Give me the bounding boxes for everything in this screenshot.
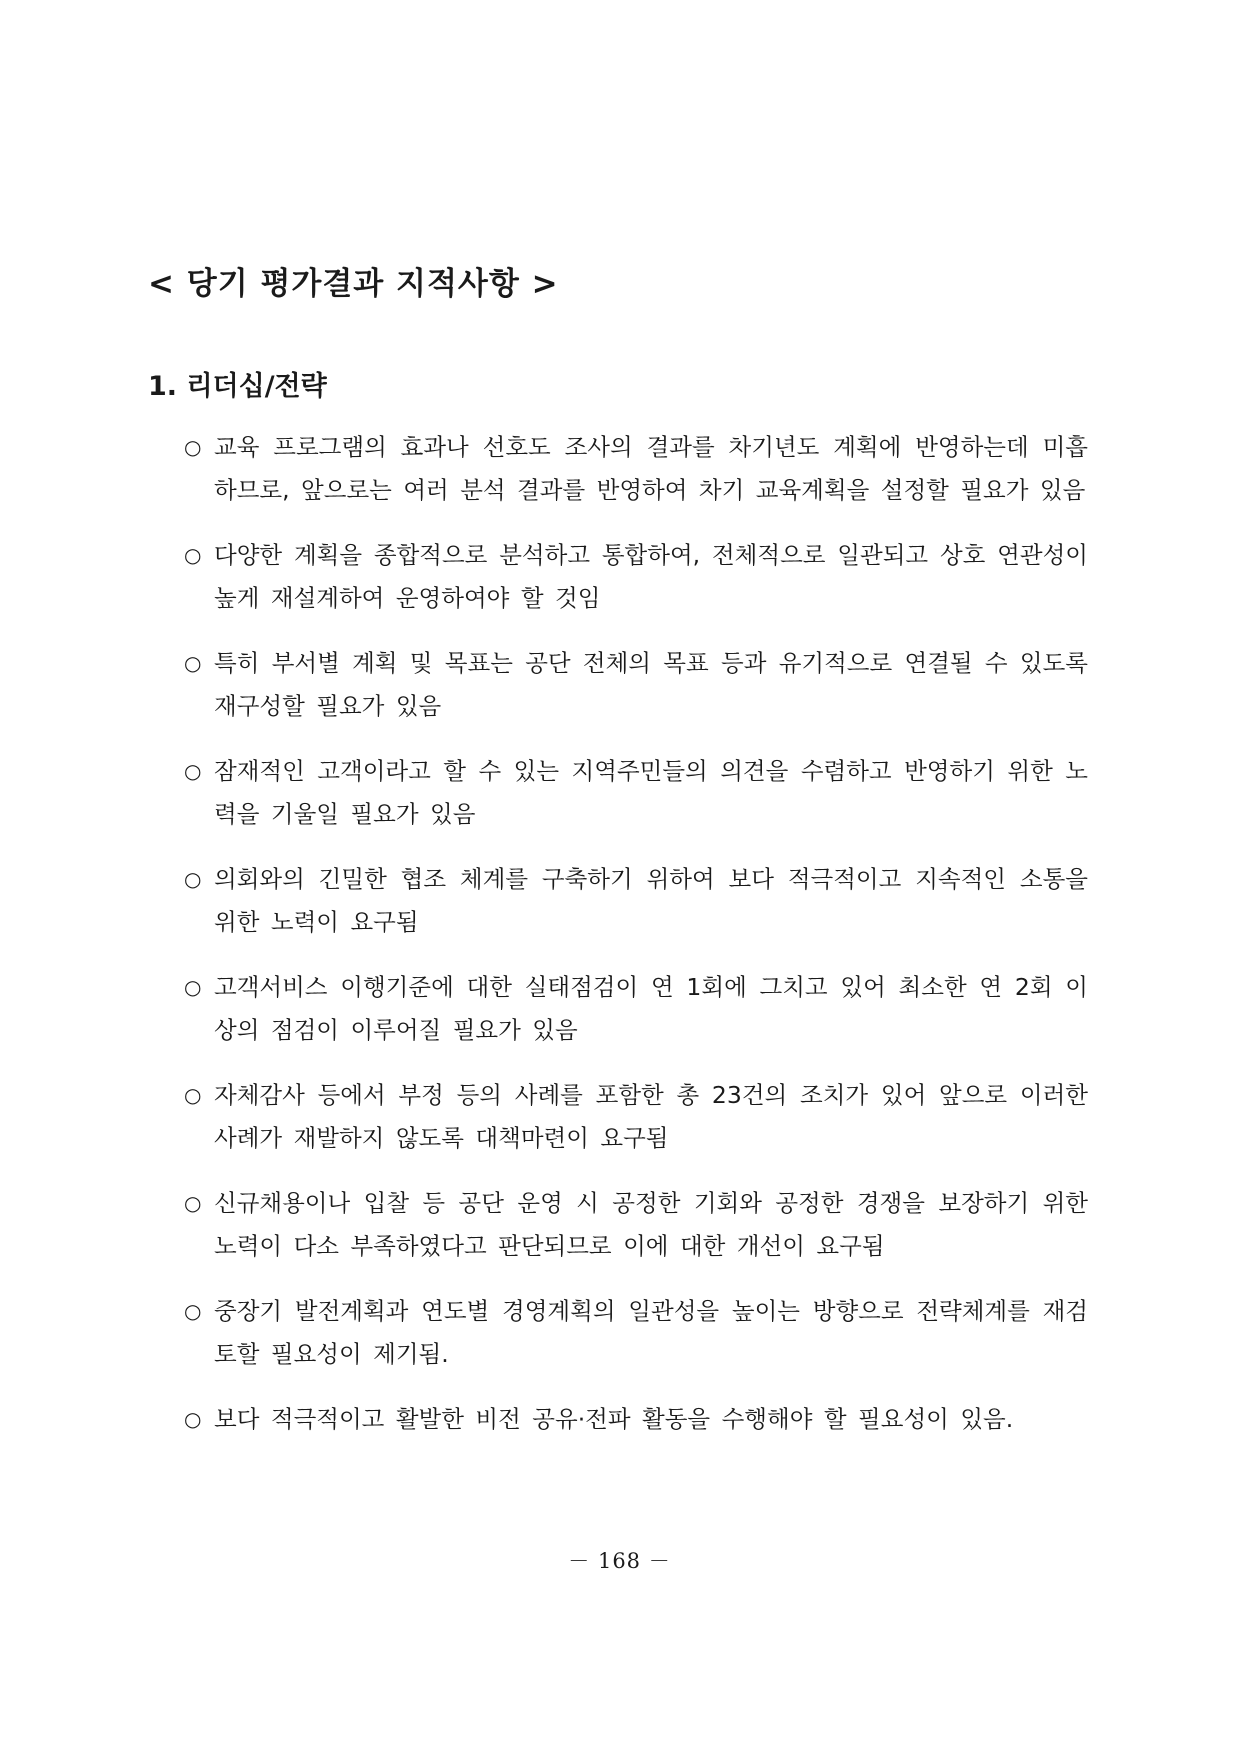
list-item-text: 고객서비스 이행기준에 대한 실태점검이 연 1회에 그치고 있어 최소한 연 2회 이상의 점검이 이루어질 필요가 있음	[214, 973, 1088, 1044]
list-item	[184, 1290, 1088, 1376]
list-item-text: 보다 적극적이고 활발한 비전 공유·전파 활동을 수행해야 할 필요성이 있음.	[214, 1405, 1014, 1433]
list-item	[184, 534, 1088, 620]
list-item-text: 교육 프로그램의 효과나 선호도 조사의 결과를 차기년도 계획에 반영하는데 미흡하므로, 앞으로는 여러 분석 결과를 반영하여 차기 교육계획을 설정할 필요가 있음	[214, 433, 1088, 504]
list-item	[184, 1398, 1088, 1441]
list-item	[184, 858, 1088, 944]
list-item	[184, 426, 1088, 512]
list-item	[184, 642, 1088, 728]
list-item-text: 특히 부서별 계획 및 목표는 공단 전체의 목표 등과 유기적으로 연결될 수 있도록 재구성할 필요가 있음	[214, 649, 1088, 720]
circle-bullet-icon: ○	[184, 651, 202, 675]
list-item-text: 의회와의 긴밀한 협조 체계를 구축하기 위하여 보다 적극적이고 지속적인 소통을 위한 노력이 요구됨	[214, 865, 1088, 936]
list-item-text: 자체감사 등에서 부정 등의 사례를 포함한 총 23건의 조치가 있어 앞으로 이러한 사례가 재발하지 않도록 대책마련이 요구됨	[214, 1081, 1088, 1152]
list-item	[184, 750, 1088, 836]
circle-bullet-icon: ○	[184, 1191, 202, 1215]
list-item-text: 중장기 발전계획과 연도별 경영계획의 일관성을 높이는 방향으로 전략체계를 재검토할 필요성이 제기됨.	[214, 1297, 1088, 1368]
page-number: － 168 －	[568, 1549, 671, 1573]
findings-list	[184, 426, 1088, 1463]
list-item-text: 잠재적인 고객이라고 할 수 있는 지역주민들의 의견을 수렴하고 반영하기 위한 노력을 기울일 필요가 있음	[214, 757, 1088, 828]
list-item	[184, 1182, 1088, 1268]
circle-bullet-icon: ○	[184, 759, 202, 783]
list-item-text: 다양한 계획을 종합적으로 분석하고 통합하여, 전체적으로 일관되고 상호 연관성이 높게 재설계하여 운영하여야 할 것임	[214, 541, 1088, 612]
document-title: < 당기 평가결과 지적사항 >	[148, 266, 559, 302]
circle-bullet-icon: ○	[184, 975, 202, 999]
circle-bullet-icon: ○	[184, 435, 202, 459]
list-item	[184, 966, 1088, 1052]
circle-bullet-icon: ○	[184, 867, 202, 891]
circle-bullet-icon: ○	[184, 1407, 202, 1431]
circle-bullet-icon: ○	[184, 543, 202, 567]
circle-bullet-icon: ○	[184, 1299, 202, 1323]
section-heading: 1. 리더십/전략	[148, 371, 327, 402]
circle-bullet-icon: ○	[184, 1083, 202, 1107]
list-item	[184, 1074, 1088, 1160]
list-item-text: 신규채용이나 입찰 등 공단 운영 시 공정한 기회와 공정한 경쟁을 보장하기 위한 노력이 다소 부족하였다고 판단되므로 이에 대한 개선이 요구됨	[214, 1189, 1088, 1260]
